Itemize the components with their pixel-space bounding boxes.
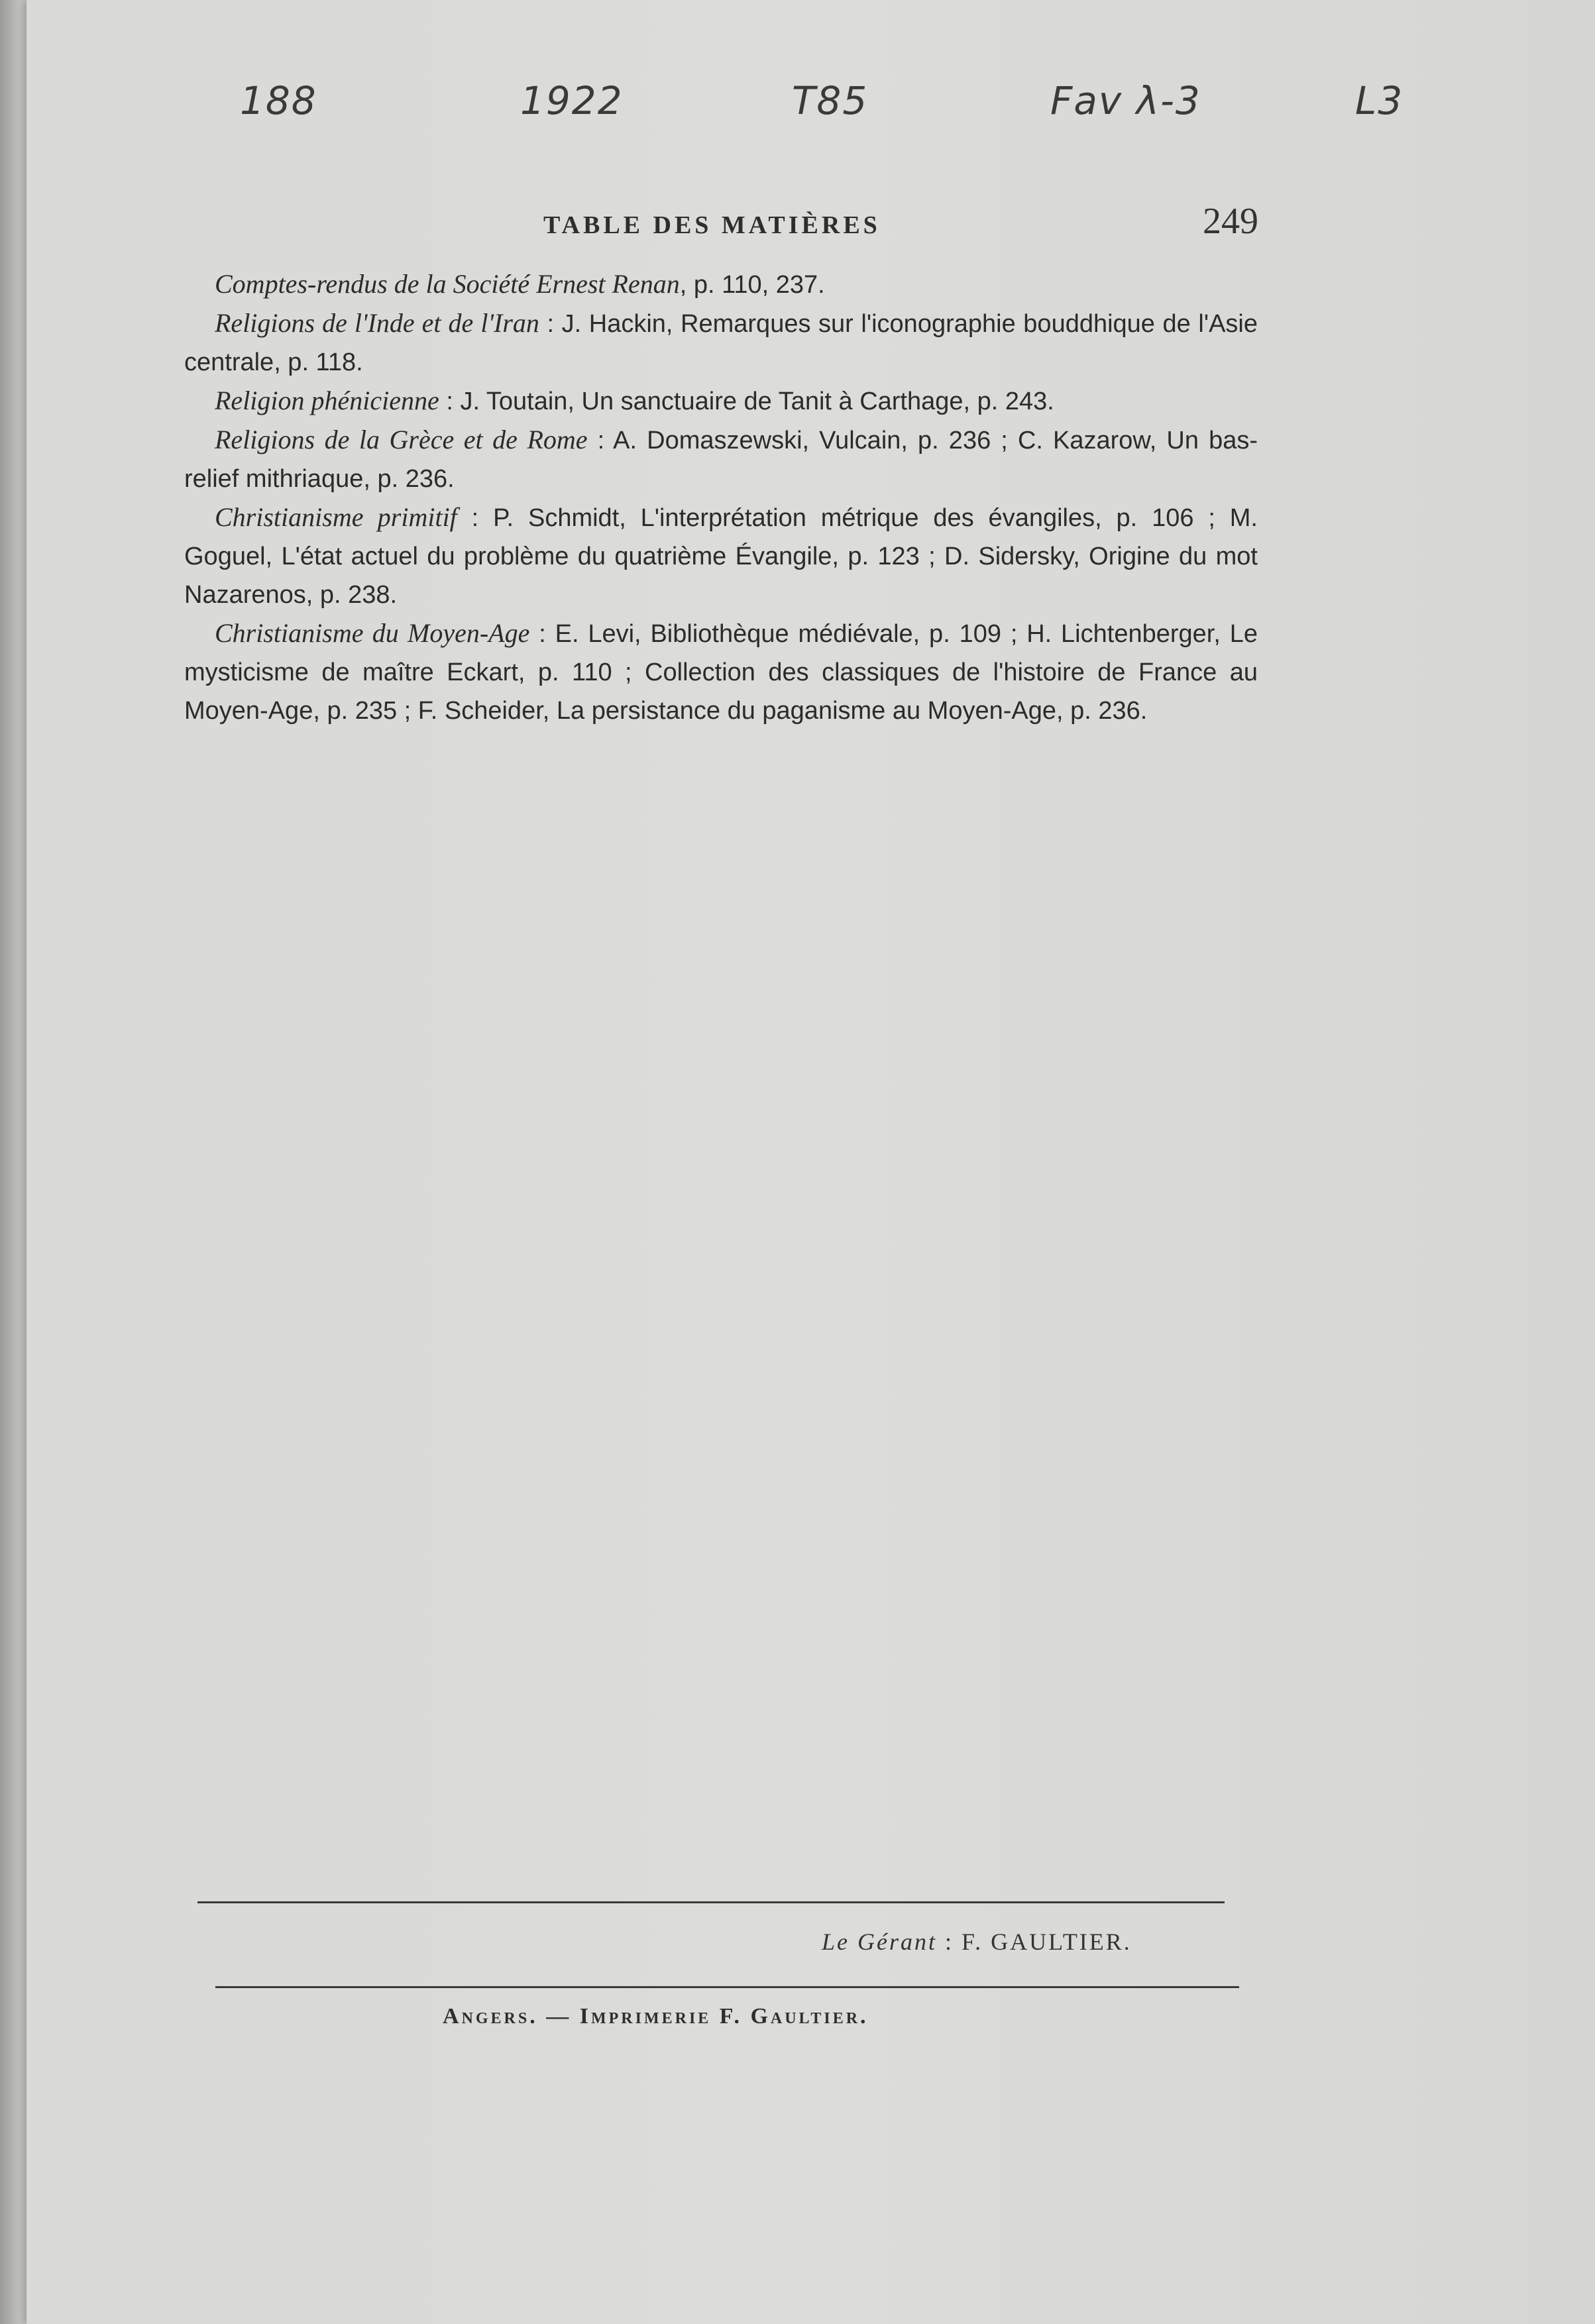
shelfmark: Fav λ-3 [1050,78,1201,123]
binding-shadow [0,0,29,2324]
toc-entry-text: : J. Hackin, Remarques sur l'iconographie bouddhique de l'Asie centrale, p. 118. [184,310,1258,376]
toc-entry-rubric: Religions de la Grèce et de Rome [215,425,588,454]
toc-entry-text: : P. Schmidt, L'interprétation métrique des évangiles, p. 106 ; M. Goguel, L'état actuel du problème du quatrième Évangile, p. 123 ; D. Sidersky, Origine du mot Nazarenos, p. 238. [184,504,1258,609]
toc-entry [184,304,1258,382]
toc-entry-text: , p. 110, 237. [679,271,825,299]
running-head [0,199,1595,245]
running-title: TABLE DES MATIÈRES [543,211,881,239]
gerant-label: Le Gérant [822,1928,937,1955]
shelfmark: 188 [240,78,317,123]
footer-rule-top [197,1901,1225,1903]
footer-rule-bottom [215,1986,1239,1988]
toc-entry-rubric: Christianisme primitif [215,502,457,532]
toc-entry-text: : E. Levi, Bibliothèque médiévale, p. 109 ; H. Lichtenberger, Le mysticisme de maître Eckart, p. 110 ; Collection des classiques de l'histoire de France au Moyen-Age, p. 235 ; F. Scheider, La persistance du paganisme au Moyen-Age, p. 236. [184,620,1258,725]
toc-entry [184,265,1258,304]
toc-entry [184,421,1258,498]
toc-entry-text: : A. Domaszewski, Vulcain, p. 236 ; C. Kazarow, Un bas-relief mithriaque, p. 236. [184,427,1258,493]
shelfmark: 1922 [520,78,624,123]
toc-entry-rubric: Religion phénicienne [215,386,439,415]
printer-imprint: Angers. — Imprimerie F. Gaultier. [443,2004,869,2029]
shelfmark: L3 [1355,78,1404,123]
shelfmark: T85 [792,78,869,123]
toc-entry-rubric: Christianisme du Moyen-Age [215,618,530,648]
page-number: 249 [1203,201,1258,242]
toc-entry-text: : J. Toutain, Un sanctuaire de Tanit à Carthage, p. 243. [439,388,1054,415]
toc-entry [184,498,1258,614]
gerant-name: : F. GAULTIER. [937,1928,1132,1955]
table-of-contents [184,265,1258,730]
toc-entry [184,614,1258,730]
toc-entry-rubric: Religions de l'Inde et de l'Iran [215,308,539,338]
toc-entry [184,382,1258,421]
gerant-line [822,1928,1132,1956]
toc-entry-rubric: Comptes-rendus de la Société Ernest Renan [215,269,680,299]
handwritten-shelfmarks [0,78,1595,138]
